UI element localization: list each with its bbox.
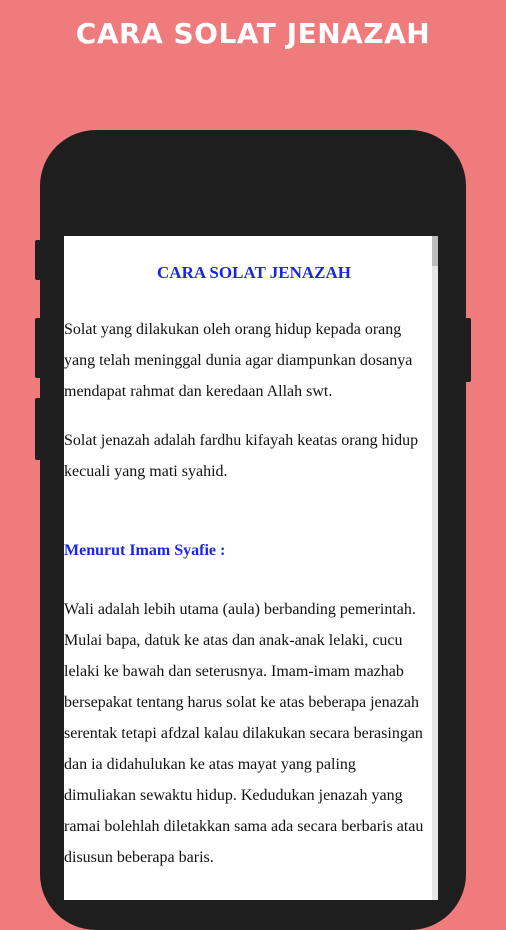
text-line: Solat yang dilakukan oleh orang hidup kepada orang <box>64 321 402 338</box>
paragraph-imam-syafie <box>64 594 438 873</box>
text-line: lelaki ke bawah dan seterusnya. Imam-imam mazhab <box>64 663 404 680</box>
text-line: dimuliakan sewaktu hidup. Kedudukan jenazah yang <box>64 787 403 804</box>
banner-title: CARA SOLAT JENAZAH <box>75 17 431 50</box>
text-line: Wali adalah lebih utama (aula) berbanding pemerintah. <box>64 601 416 618</box>
text-line: Mulai bapa, datuk ke atas dan anak-anak lelaki, cucu <box>64 632 403 649</box>
text-line: mendapat rahmat dan keredaan Allah swt. <box>64 383 333 400</box>
paragraph-ruling <box>64 425 438 487</box>
section-heading: Menurut Imam Syafie : <box>64 542 226 559</box>
text-line: kecuali yang mati syahid. <box>64 463 228 480</box>
text-line: ramai bolehlah diletakkan sama ada secara berbaris atau <box>64 818 424 835</box>
text-line: dan ia didahulukan ke atas mayat yang paling <box>64 756 356 773</box>
article-title: CARA SOLAT JENAZAH <box>157 263 351 282</box>
scrollbar-thumb[interactable] <box>432 236 438 266</box>
text-line: disusun beberapa baris. <box>64 849 214 866</box>
text-line: yang telah meninggal dunia agar diampunkan dosanya <box>64 352 413 369</box>
text-line: bersepakat tentang harus solat ke atas beberapa jenazah <box>64 694 419 711</box>
scrollbar[interactable] <box>432 236 438 900</box>
text-line: serentak tetapi afdzal kalau dilakukan secara berasingan <box>64 725 423 742</box>
paragraph-definition <box>64 314 438 407</box>
text-line: Solat jenazah adalah fardhu kifayah keatas orang hidup <box>64 432 419 449</box>
phone-screen[interactable] <box>64 236 438 900</box>
